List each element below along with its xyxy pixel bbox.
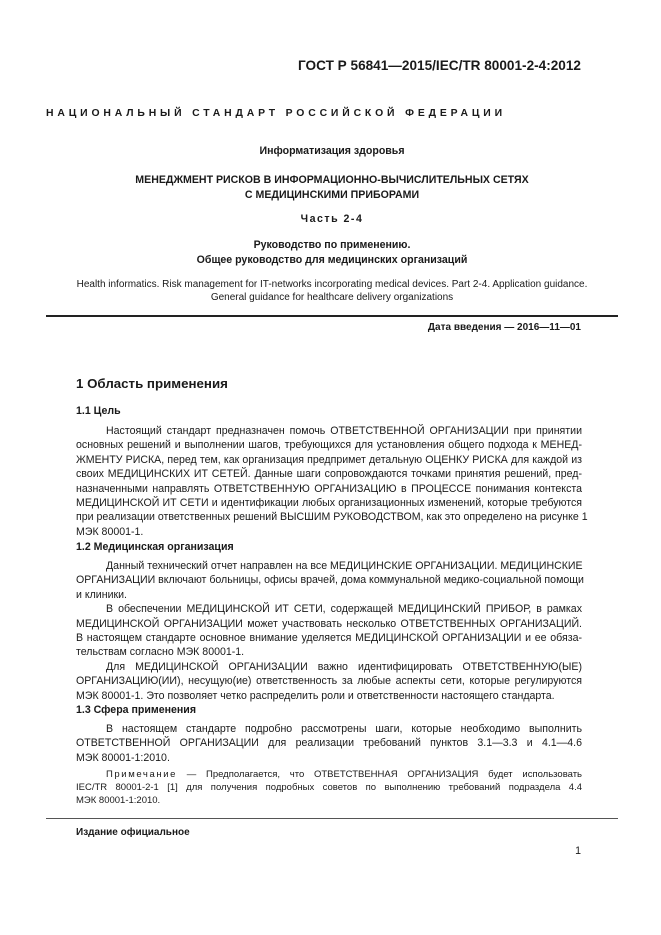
note-label: Примечание [106, 769, 177, 780]
text-line: Настоящий стандарт предназначен помочь ОТВЕТСТВЕННОЙ ОРГАНИЗАЦИИ при принятии [106, 425, 582, 437]
section-1-heading: 1 Область применения [76, 376, 228, 391]
text-line: Данный технический отчет направлен на все МЕДИЦИНСКИЕ ОРГАНИЗАЦИИ. МЕДИЦИНСКИЕ [106, 560, 583, 572]
section-1-2-body [76, 559, 582, 703]
text-line: МЕДИЦИНСКОЙ ОРГАНИЗАЦИИ может участвовать несколько ОТВЕТСТВЕННЫХ ОРГАНИЗАЦИЙ. [76, 617, 582, 630]
text-line: В настоящем стандарте основное внимание уделяется МЕДИЦИНСКОЙ ОРГАНИЗАЦИИ и ее обяза- [76, 631, 582, 644]
title-line: МЕНЕДЖМЕНТ РИСКОВ В ИНФОРМАЦИОННО-ВЫЧИСЛИТЕЛЬНЫХ СЕТЯХ [135, 174, 529, 186]
text-line: тельствам согласно МЭК 80001-1. [76, 646, 245, 659]
text-line: и клиники. [76, 588, 127, 601]
title-line: С МЕДИЦИНСКИМИ ПРИБОРАМИ [244, 188, 420, 201]
document-id: ГОСТ Р 56841—2015/IEC/TR 80001-2-4:2012 [298, 58, 581, 73]
edition-label: Издание официальное [76, 827, 190, 838]
subject-line: Информатизация здоровья [259, 145, 405, 157]
section-1-1-heading: 1.1 Цель [76, 405, 121, 417]
guide-subtitle [46, 238, 618, 267]
footer-divider [46, 818, 618, 819]
guide-line: Общее руководство для медицинских организаций [196, 253, 468, 266]
text-line: МЕДИЦИНСКОЙ ИТ СЕТИ и идентификации любых организационных изменений, которые требуются [76, 496, 582, 509]
guide-line: Руководство по применению. [253, 239, 411, 251]
part-label: Часть 2-4 [300, 213, 364, 225]
text-line: ЖМЕНТУ РИСКА, перед тем, как организация предпримет детальную ОЦЕНКУ РИСКА для каждой из [76, 453, 582, 466]
section-1-3-heading: 1.3 Сфера применения [76, 704, 197, 716]
text-line: при реализации ответственных решений ВЫСШИМ РУКОВОДСТВОМ, как это определено на рисунке 1 [76, 511, 588, 524]
introduction-date: Дата введения — 2016—11—01 [427, 322, 581, 333]
text-line: ОРГАНИЗАЦИЮ(ИИ), несущую(ие) ответственность за любые аспекты сети, которые регулируются [76, 675, 582, 688]
text-line: основных решений и выполнении шагов, требующихся для установления общего подхода к МЕНЕД- [76, 439, 582, 452]
note-text: — Предполагается, что ОТВЕТСТВЕННАЯ ОРГАНИЗАЦИЯ будет использовать [186, 769, 583, 780]
section-1-1-body [76, 424, 588, 539]
note-line: МЭК 80001-1:2010. [76, 794, 161, 806]
section-1-3-body [76, 722, 582, 765]
text-line: ОТВЕТСТВЕННОЙ ОРГАНИЗАЦИИ для реализации требований пунктов 3.1—3.3 и 4.1—4.6 [76, 737, 582, 750]
text-line: МЭК 80001-1. [76, 525, 144, 538]
page-number: 1 [575, 845, 581, 857]
section-1-2-heading: 1.2 Медицинская организация [76, 541, 234, 553]
document-title [46, 173, 618, 202]
english-line: Health informatics. Risk management for IT-networks incorporating medical devices. Part 2-4. Application guidance. [76, 279, 588, 290]
text-line: своих МЕДИЦИНСКИХ ИТ СЕТЕЙ. Данные шаги сопровождаются точками принятия решений, пред- [76, 468, 582, 481]
note-line [76, 769, 582, 782]
text-line: ОРГАНИЗАЦИИ включают больницы, офисы врачей, дома коммунальной медико-социальной помощи [76, 574, 584, 587]
title-divider [46, 315, 618, 317]
english-line: General guidance for healthcare delivery organizations [210, 292, 454, 303]
national-standard-banner: НАЦИОНАЛЬНЫЙ СТАНДАРТ РОССИЙСКОЙ ФЕДЕРАЦИИ [46, 108, 506, 119]
text-line: В обеспечении МЕДИЦИНСКОЙ ИТ СЕТИ, содержащей МЕДИЦИНСКИЙ ПРИБОР, в рамках [106, 603, 582, 616]
text-line: В настоящем стандарте подробно рассмотрены шаги, которые необходимо выполнить [106, 723, 582, 735]
text-line: МЭК 80001-1:2010. [76, 751, 170, 764]
text-line: МЭК 80001-1. Это позволяет четко распределить роли и ответственности настоящего стандарта. [76, 689, 555, 702]
text-line: назначенными направлять ОТВЕТСТВЕННУЮ ОРГАНИЗАЦИЮ в ПРОЦЕССЕ понимания контекста [76, 482, 582, 495]
note-line: IEC/TR 80001-2-1 [1] для получения подробных советов по выполнению требований подраздела 4.4 [76, 781, 582, 793]
english-title [46, 278, 618, 304]
text-line: Для МЕДИЦИНСКОЙ ОРГАНИЗАЦИИ важно идентифицировать ОТВЕТСТВЕННУЮ(ЫЕ) [106, 660, 582, 673]
note [76, 769, 582, 807]
